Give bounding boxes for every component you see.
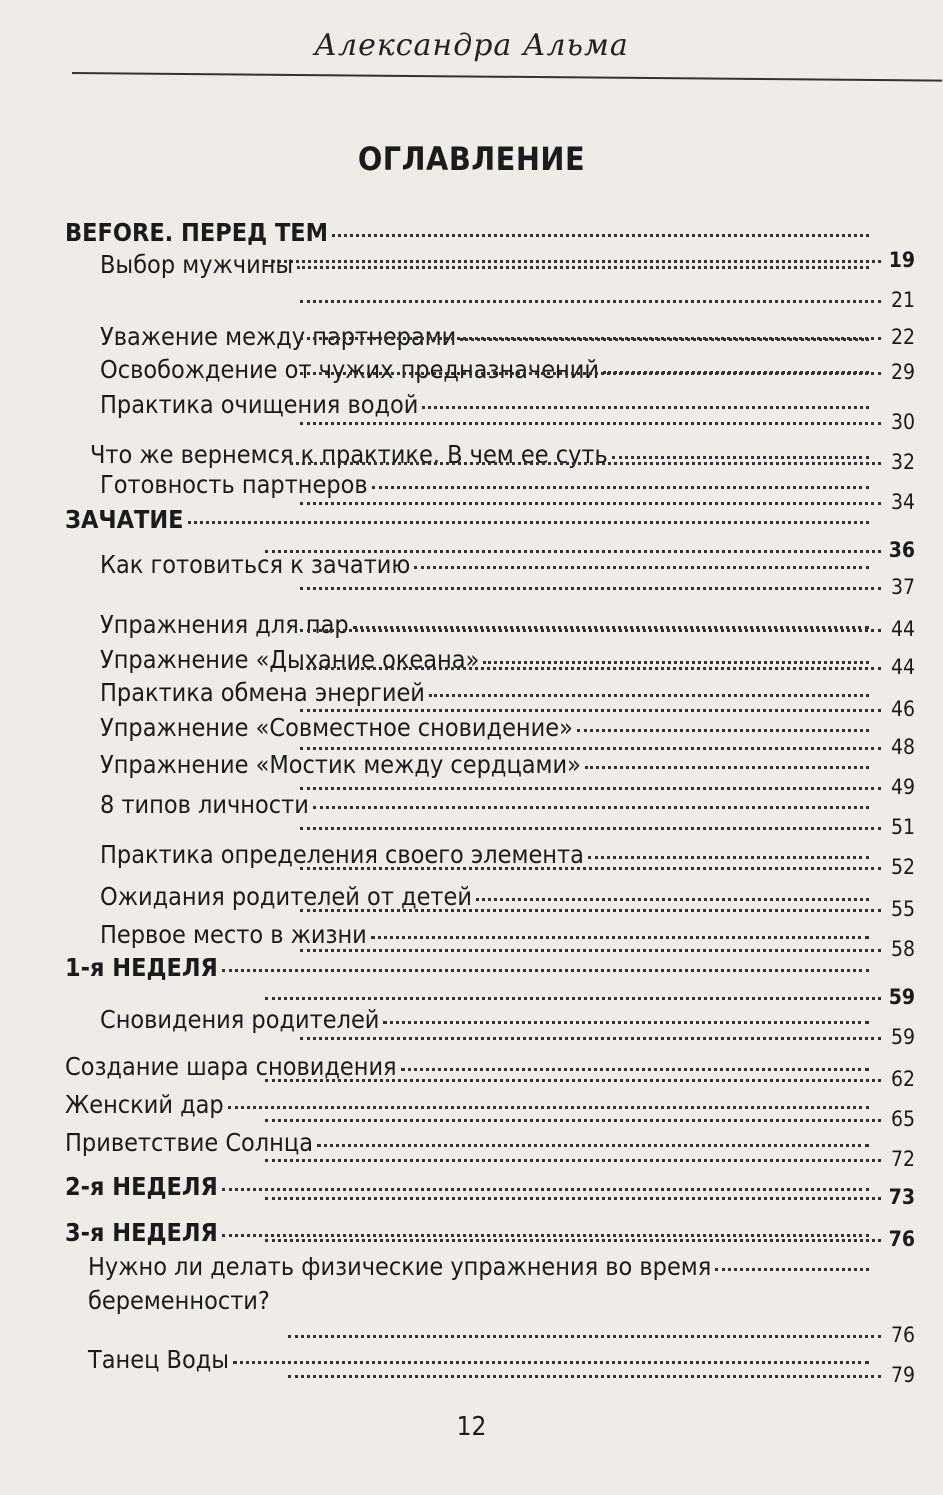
dot-leader — [265, 1119, 881, 1122]
toc-entry-title: Уважение между партнерами — [100, 322, 457, 351]
dot-leader — [265, 1239, 881, 1242]
toc-entry-title: Упражнения для пар — [100, 610, 349, 639]
toc-entry-page: 58 — [890, 937, 915, 961]
toc-entry — [100, 713, 873, 742]
toc-entry — [65, 1218, 873, 1247]
page-number: 12 — [456, 1412, 487, 1442]
toc-entry — [100, 390, 873, 419]
dot-leader — [383, 1021, 869, 1024]
toc-entry-page: 72 — [890, 1147, 915, 1171]
toc-entry-page: 49 — [890, 775, 915, 799]
toc-entry-title: Упражнение «Совместное сновидение» — [100, 713, 573, 742]
page-title: ОГЛАВЛЕНИЕ — [357, 140, 586, 178]
toc-entry-title: Упражнение «Мостик между сердцами» — [100, 750, 581, 779]
toc-entry — [65, 953, 873, 982]
toc-entry-title: 1-я НЕДЕЛЯ — [65, 953, 218, 982]
toc-entry-title: Приветствие Солнца — [65, 1128, 313, 1157]
dot-leader — [585, 766, 869, 769]
dot-leader — [371, 936, 869, 939]
dot-leader — [300, 372, 881, 375]
toc-entry-title: Практика определения своего элемента — [100, 840, 584, 869]
toc-entry-page: 59 — [890, 1025, 915, 1049]
dot-leader — [612, 456, 869, 459]
dot-leader — [300, 709, 881, 712]
running-header-author: Александра Альма — [314, 28, 629, 63]
toc-entry — [65, 1052, 873, 1081]
dot-leader — [476, 898, 869, 901]
toc-entry-title: Готовность партнеров — [100, 470, 368, 499]
toc-entry — [100, 790, 873, 819]
toc-entry-title: Нужно ли делать физические упражнения во время — [88, 1252, 712, 1281]
toc-entry-title: 2-я НЕДЕЛЯ — [65, 1172, 218, 1201]
toc-entry — [100, 250, 873, 279]
toc-entry — [65, 1128, 873, 1157]
dot-leader — [588, 856, 869, 859]
toc-entry — [88, 1345, 873, 1374]
toc-entry — [100, 1005, 873, 1034]
dot-leader — [414, 566, 869, 569]
toc-entry-page: 51 — [890, 815, 915, 839]
toc-entry — [100, 750, 873, 779]
toc-entry-page: 55 — [890, 897, 915, 921]
dot-leader — [265, 997, 881, 1000]
toc-entry-page: 48 — [890, 735, 915, 759]
dot-leader — [222, 1234, 869, 1237]
dot-leader — [265, 1079, 881, 1082]
dot-leader — [265, 1159, 881, 1162]
toc-entry — [100, 355, 873, 384]
toc-entry — [100, 550, 873, 579]
toc-entry-page: 62 — [890, 1067, 915, 1091]
toc-entry-title: Что же вернемся к практике. В чем ее суть — [90, 440, 608, 469]
toc-entry-title: Ожидания родителей от детей — [100, 882, 472, 911]
dot-leader — [300, 587, 881, 590]
toc-entry-page: 73 — [888, 1185, 915, 1209]
toc-entry-page: 44 — [890, 655, 915, 679]
toc-entry-page: 30 — [890, 410, 915, 434]
toc-entry-title: BEFORE. ПЕРЕД ТЕМ — [65, 218, 329, 247]
dot-leader — [290, 462, 881, 465]
toc-entry-title: Как готовиться к зачатию — [100, 550, 411, 579]
toc-entry — [100, 920, 873, 949]
dot-leader — [332, 234, 869, 237]
toc-entry-page: 46 — [890, 697, 915, 721]
dot-leader — [188, 521, 869, 524]
toc-entry-title: Первое место в жизни — [100, 920, 367, 949]
toc-entry-page: 21 — [890, 288, 915, 312]
dot-leader — [483, 661, 869, 664]
toc-entry-title: Практика обмена энергией — [100, 678, 425, 707]
toc-entry-page: 76 — [890, 1323, 915, 1347]
dot-leader — [300, 1037, 881, 1040]
dot-leader — [300, 949, 881, 952]
toc-entry-page: 79 — [890, 1363, 915, 1387]
dot-leader — [317, 1144, 869, 1147]
dot-leader — [429, 694, 869, 697]
toc-entry-title: Сновидения родителей — [100, 1005, 380, 1034]
dot-leader — [300, 337, 881, 340]
toc-entry-title: ЗАЧАТИЕ — [65, 505, 184, 534]
dot-leader — [265, 1197, 881, 1200]
toc-entry-title: Освобождение от чужих предназначений — [100, 355, 599, 384]
toc-entry — [88, 1252, 873, 1281]
toc-entry-page: 76 — [888, 1227, 915, 1251]
dot-leader — [300, 667, 881, 670]
toc-entry-title: Создание шара сновидения — [65, 1052, 397, 1081]
toc-entry — [65, 505, 873, 534]
dot-leader — [300, 827, 881, 830]
toc-entry — [100, 678, 873, 707]
dot-leader — [372, 486, 869, 489]
dot-leader — [233, 1361, 869, 1364]
toc-entry-title: Упражнение «Дыхание океана» — [100, 645, 480, 674]
dot-leader — [422, 406, 869, 409]
toc-entry-page: 44 — [890, 617, 915, 641]
toc-entry-title: Женский дар — [65, 1090, 224, 1119]
toc-entry — [100, 610, 873, 639]
toc-entry-page: 37 — [890, 575, 915, 599]
toc-entry-title: Танец Воды — [88, 1345, 230, 1374]
toc-entry-title: Практика очищения водой — [100, 390, 419, 419]
toc-entry-page: 52 — [890, 855, 915, 879]
toc-entry-title: Выбор мужчины — [100, 250, 294, 279]
dot-leader — [228, 1106, 869, 1109]
dot-leader — [300, 422, 881, 425]
dot-leader — [300, 629, 881, 632]
toc-entry — [100, 882, 873, 911]
toc-entry-page: 59 — [888, 985, 915, 1009]
toc-entry — [100, 840, 873, 869]
toc-entry-page: 22 — [890, 325, 915, 349]
dot-leader — [288, 1375, 881, 1378]
dot-leader — [313, 806, 869, 809]
dot-leader — [577, 729, 869, 732]
toc-entry-title: 3-я НЕДЕЛЯ — [65, 1218, 218, 1247]
toc-entry-page: 65 — [890, 1107, 915, 1131]
dot-leader — [288, 1335, 881, 1338]
dot-leader — [222, 1188, 869, 1191]
toc-entry — [65, 218, 873, 247]
header-rule — [72, 72, 942, 82]
toc-entry — [65, 1090, 873, 1119]
toc-entry-page: 32 — [890, 450, 915, 474]
toc-entry-page: 19 — [888, 248, 915, 272]
toc-entry-title: 8 типов личности — [100, 790, 309, 819]
toc-entry-title-continued: беременности? — [88, 1286, 270, 1315]
dot-leader — [300, 867, 881, 870]
dot-leader — [300, 909, 881, 912]
toc-entry-page: 36 — [888, 538, 915, 562]
dot-leader — [222, 969, 869, 972]
toc-entry — [100, 470, 873, 499]
dot-leader — [300, 300, 881, 303]
toc-entry-page: 29 — [890, 360, 915, 384]
dot-leader — [715, 1268, 869, 1271]
toc-entry-page: 34 — [890, 490, 915, 514]
dot-leader — [401, 1068, 869, 1071]
dot-leader — [297, 266, 869, 269]
